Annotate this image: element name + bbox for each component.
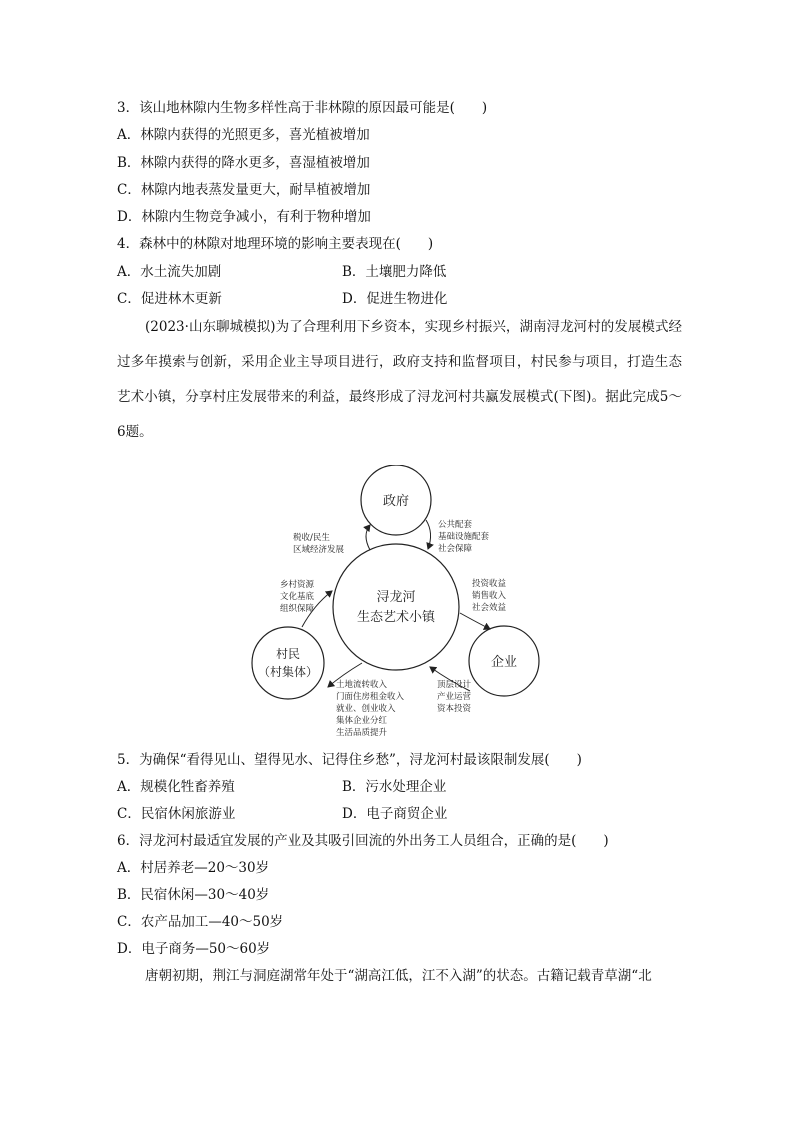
label-gov-to-center-3: 社会保障 [438,544,473,554]
label-center-to-villager-3: 就业、创业收入 [336,704,396,714]
q3-option-d: D．林隙内生物竞争减小，有利于物种增加 [117,209,371,225]
label-center-to-villager-5: 生活品质提升 [336,728,388,738]
label-villager-to-center-2: 文化基底 [280,592,315,602]
q3-stem: 3．该山地林隙内生物多样性高于非林隙的原因最可能是( ) [117,100,488,116]
villager-label-1: 村民 [275,647,301,661]
label-center-to-enterprise-2: 销售收入 [472,591,507,601]
passage-next-text: 唐朝初期，荆江与洞庭湖常年处于“湖高江低，江不入湖”的状态。古籍记载青草湖“北 [145,968,652,984]
passage-intro [117,310,682,450]
q5-option-d: D．电子商贸企业 [342,806,448,822]
q5-option-b: B．污水处理企业 [342,779,447,795]
q4-option-c: C．促进林木更新 [117,291,222,307]
center-circle [333,544,459,670]
q3-option-a: A．林隙内获得的光照更多，喜光植被增加 [117,127,370,143]
passage-intro-text: (2023·山东聊城模拟)为了合理利用下乡资本，实现乡村振兴，湖南浔龙河村的发展模式经过多年摸索与创新，采用企业主导项目进行，政府支持和监督项目，村民参与项目，打造生态艺术小镇，分享村庄发展带来的利益，最终形成了浔龙河村共赢发展模式(下图)。据此完成5～6题。 [117,319,682,440]
label-center-to-gov-1: 税收/民生 [293,533,330,543]
label-gov-to-center-1: 公共配套 [438,520,473,530]
q4-option-d: D．促进生物进化 [342,291,448,307]
label-center-to-gov [293,532,345,555]
villager-circle [252,627,324,699]
label-center-to-villager [336,679,407,738]
q5-option-c: C．民宿休闲旅游业 [117,806,236,822]
label-villager-to-center-1: 乡村资源 [280,580,315,590]
label-enterprise-to-center-2: 产业运营 [437,692,472,702]
enterprise-label: 企业 [490,655,518,670]
label-center-to-villager-4: 集体企业分红 [336,716,388,726]
label-center-to-enterprise-1: 投资收益 [472,579,507,589]
q4-option-b: B．土壤肥力降低 [342,264,447,280]
q6-option-d: D．电子商务—50～60岁 [117,941,271,957]
center-label-2: 生态艺术小镇 [356,610,436,625]
label-villager-to-center [280,579,317,614]
q6-option-a: A．村居养老—20～30岁 [117,860,270,876]
arrow-center-to-gov [366,525,370,550]
q6-option-c: C．农产品加工—40～50岁 [117,914,284,930]
development-model-diagram [250,465,560,745]
label-enterprise-to-center-1: 顶层设计 [437,680,472,690]
label-villager-to-center-3: 组织保障 [280,604,315,614]
q6-option-b: B．民宿休闲—30～40岁 [117,887,270,903]
q4-stem: 4．森林中的林隙对地理环境的影响主要表现在( ) [117,236,434,252]
q5-stem: 5．为确保“看得见山、望得见水、记得住乡愁”，浔龙河村最该限制发展( ) [117,752,582,768]
q3-option-c: C．林隙内地表蒸发量更大，耐旱植被增加 [117,182,371,198]
passage-next [117,964,682,988]
label-center-to-gov-2: 区域经济发展 [293,545,345,555]
label-center-to-enterprise [472,578,509,613]
gov-label: 政府 [382,494,410,509]
villager-label-2: （村集体） [257,665,319,679]
label-gov-to-center-2: 基础设施配套 [438,532,490,542]
label-center-to-villager-1: 土地流转收入 [336,680,388,690]
label-enterprise-to-center-3: 资本投资 [437,704,472,714]
label-center-to-villager-2: 门面住房租金收入 [336,692,405,702]
q4-option-a: A．水土流失加剧 [117,264,222,280]
center-label-1: 浔龙河 [376,590,416,605]
q5-option-a: A．规模化牲畜养殖 [117,779,235,795]
q3-option-b: B．林隙内获得的降水更多，喜湿植被增加 [117,155,370,171]
label-center-to-enterprise-3: 社会效益 [472,603,507,613]
arrow-gov-to-center [426,520,431,549]
arrow-center-to-enterprise [460,613,490,629]
label-enterprise-to-center [437,679,474,714]
q6-stem: 6．浔龙河村最适宜发展的产业及其吸引回流的外出务工人员组合，正确的是( ) [117,833,609,849]
label-gov-to-center [438,519,492,554]
